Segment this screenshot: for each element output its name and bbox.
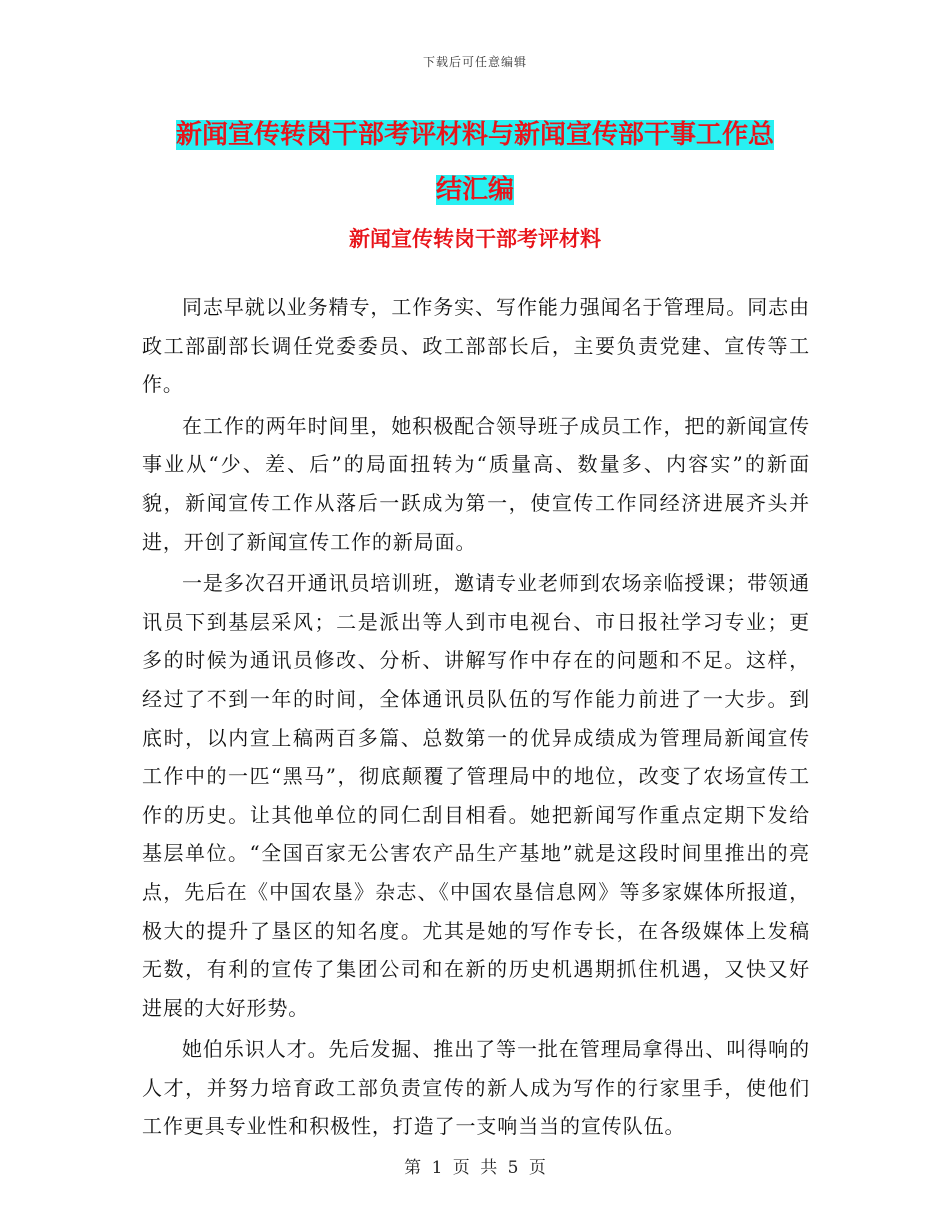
paragraph: 一是多次召开通讯员培训班，邀请专业老师到农场亲临授课；带领通讯员下到基层采风；二是派出等人到市电视台、市日报社学习专业；更多的时候为通讯员修改、分析、讲解写作中存在的问题和不足。这样，经过了不到一年的时间，全体通讯员队伍的写作能力前进了一大步。到底时，以内宣上稿两百多篇、总数第一的优异成绩成为管理局新闻宣传工作中的一匹“黑马”，彻底颠覆了管理局中的地位，改变了农场宣传工作的历史。让其他单位的同仁刮目相看。她把新闻写作重点定期下发给基层单位。“全国百家无公害农产品生产基地”就是这段时间里推出的亮点，先后在《中国农垦》杂志、《中国农垦信息网》等多家媒体所报道，极大的提升了垦区的知名度。尤其是她的写作专长，在各级媒体上发稿无数，有利的宣传了集团公司和在新的历史机遇期抓住机遇，又快又好进展的大好形势。: [142, 571, 810, 1020]
section-title: 新闻宣传转岗干部考评材料: [349, 226, 601, 251]
paragraph: 同志早就以业务精专，工作务实、写作能力强闻名于管理局。同志由政工部副部长调任党委委员、政工部部长后，主要负责党建、宣传等工作。: [142, 295, 810, 397]
document-title-line2: 结汇编: [435, 175, 514, 205]
paragraph: 在工作的两年时间里，她积极配合领导班子成员工作，把的新闻宣传事业从“少、差、后”的局面扭转为“质量高、数量多、内容实”的新面貌，新闻宣传工作从落后一跃成为第一，使宣传工作同经济进展齐头并进，开创了新闻宣传工作的新局面。: [142, 413, 810, 554]
document-body: [142, 288, 810, 1149]
document-title-line1: 新闻宣传转岗干部考评材料与新闻宣传部干事工作总: [175, 120, 774, 150]
header-note: 下载后可任意编辑: [422, 55, 527, 69]
paragraph: 她伯乐识人才。先后发掘、推出了等一批在管理局拿得出、叫得响的人才，并努力培育政工部负责宣传的新人成为写作的行家里手，使他们工作更具专业性和积极性，打造了一支响当当的宣传队伍。: [142, 1037, 810, 1139]
document-title: [140, 108, 810, 218]
page-number: 第 1 页 共 5 页: [404, 1158, 546, 1178]
